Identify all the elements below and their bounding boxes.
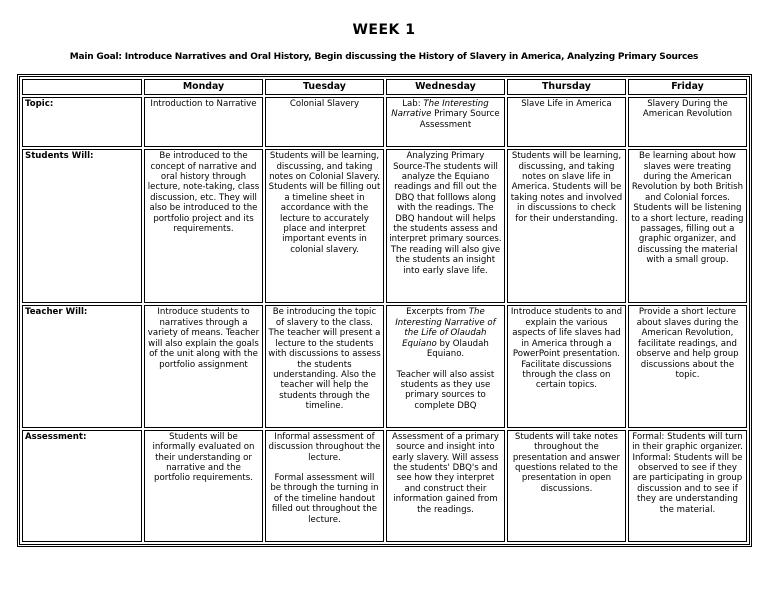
students-thursday: Students will be learning, discussing, and taking notes on slave life in America. Students will be taking notes and involved in discussions to check for their understanding.: [507, 149, 626, 303]
teacher-wednesday-title: The Interesting Narrative of the Life of Olaudah Equiano: [395, 307, 496, 349]
header-empty-cell: [22, 79, 142, 95]
header-friday: Friday: [628, 79, 747, 95]
topic-wednesday: [386, 97, 505, 147]
topic-wednesday-suffix: Primary Source Assessment: [419, 109, 500, 130]
assessment-tuesday: [265, 430, 384, 542]
topic-wednesday-title: The Interesting Narrative: [391, 99, 489, 120]
students-monday: Be introduced to the concept of narrative and oral history through lecture, note-taking, class discussion, etc. They will also be introduced to the portfolio project and its requirements.: [144, 149, 263, 303]
topic-thursday: Slave Life in America: [507, 97, 626, 147]
teacher-wednesday-para2: Teacher will also assist students as they use primary sources to complete DBQ: [396, 369, 495, 411]
page-title: WEEK 1: [352, 22, 416, 38]
topic-label: Topic:: [22, 97, 142, 147]
teacher-wednesday: [386, 305, 505, 427]
teacher-wednesday-para1: [389, 307, 502, 359]
topic-monday: Introduction to Narrative: [144, 97, 263, 147]
teacher-wednesday-suffix: by Olaudah Equiano.: [426, 338, 489, 360]
topic-row: [22, 97, 747, 147]
students-will-label: Students Will:: [22, 149, 142, 303]
header-row: [22, 79, 747, 95]
topic-wednesday-prefix: Lab:: [402, 99, 424, 110]
teacher-monday: Introduce students to narratives through a variety of means. Teacher will also explain the goals of the unit along with the portfolio assignment: [144, 305, 263, 427]
teacher-friday: Provide a short lecture about slaves during the American Revolution, facilitate readings, and observe and help group discussions about the topic.: [628, 305, 747, 427]
topic-friday: Slavery During the American Revolution: [628, 97, 747, 147]
assessment-monday: Students will be informally evaluated on their understanding or narrative and the portfolio requirements.: [144, 430, 263, 542]
students-tuesday: Students will be learning, discussing, and taking notes on Colonial Slavery. Students will be filling out a timeline sheet in accordance with the lecture to accurately place and interpret important events in colonial slavery.: [265, 149, 384, 303]
teacher-will-label: Teacher Will:: [22, 305, 142, 427]
topic-tuesday: Colonial Slavery: [265, 97, 384, 147]
teacher-wednesday-prefix: Excerpts from: [406, 307, 469, 318]
main-goal: Main Goal: Introduce Narratives and Oral History, Begin discussing the History of Slavery in America, Analyzing Primary Sources: [69, 52, 699, 62]
assessment-label: Assessment:: [22, 430, 142, 542]
assessment-tuesday-para2: Formal assessment will be through the turning in of the timeline handout filled out throughout the lecture.: [270, 472, 379, 525]
students-wednesday: Analyzing Primary Source-The students will analyze the Equiano readings and fill out the DBQ that folllows along with the readings. The DBQ handout will helps the students assess and interpret primary sources. The reading will also give the students an insight into early slave life.: [386, 149, 505, 303]
students-will-row: [22, 149, 747, 303]
teacher-will-row: [22, 305, 747, 427]
lesson-plan-table: [17, 74, 752, 547]
assessment-row: [22, 430, 747, 542]
teacher-tuesday: Be introducing the topic of slavery to the class. The teacher will present a lecture to the students with discussions to assess the students understanding. Also the teacher will help the students through the timeline.: [265, 305, 384, 427]
header-monday: Monday: [144, 79, 263, 95]
header-thursday: Thursday: [507, 79, 626, 95]
assessment-tuesday-para1: Informal assessment of discussion throughout the lecture.: [268, 431, 381, 463]
assessment-wednesday: Assessment of a primary source and insight into early slavery. Will assess the students' DBQ's and see how they interpret and construct their information gained from the readings.: [386, 430, 505, 542]
header-tuesday: Tuesday: [265, 79, 384, 95]
assessment-thursday: Students will take notes throughout the presentation and answer questions related to the presentation in open discussions.: [507, 430, 626, 542]
header-wednesday: Wednesday: [386, 79, 505, 95]
students-friday: Be learning about how slaves were treating during the American Revolution by both British and Colonial forces. Students will be listening to a short lecture, reading passages, filling out a graphic organizer, and discussing the material with a small group.: [628, 149, 747, 303]
assessment-friday: Formal: Students will turn in their graphic organizer. Informal: Students will be observed to see if they are participating in group discussion and to see if they are understanding the material.: [628, 430, 747, 542]
teacher-thursday: Introduce students to and explain the various aspects of life slaves had in America through a PowerPoint presentation. Facilitate discussions through the class on certain topics.: [507, 305, 626, 427]
